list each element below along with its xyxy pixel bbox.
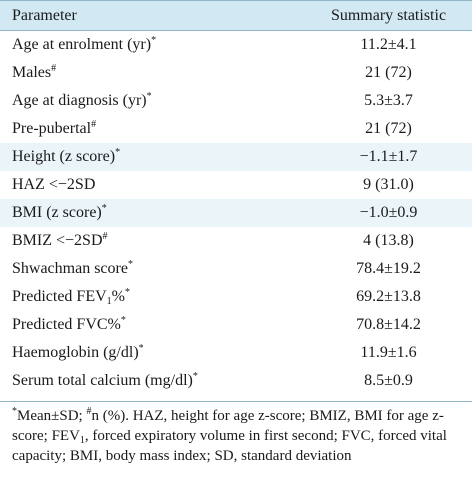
table-row: [0, 59, 472, 87]
row-value: 8.5±0.9: [364, 372, 413, 389]
parameter-subscript: 1: [106, 296, 112, 307]
parameter-label: Males: [12, 64, 52, 81]
parameter-label: HAZ <−2SD: [12, 176, 96, 193]
row-parameter: [0, 372, 305, 390]
row-parameter: [0, 148, 305, 166]
row-parameter: [0, 120, 305, 138]
parameter-marker: #: [102, 231, 108, 242]
row-parameter: [0, 232, 305, 250]
row-parameter: [0, 36, 305, 54]
table-row: [0, 87, 472, 115]
row-parameter: [0, 204, 305, 222]
parameter-marker: *: [124, 287, 130, 298]
parameter-marker: *: [127, 259, 133, 270]
footnote-hash: #: [86, 406, 92, 417]
parameter-label: BMI (z score): [12, 204, 102, 221]
row-value: 9 (31.0): [363, 176, 414, 193]
row-value: 11.2±4.1: [360, 36, 417, 53]
footnote-asterisk: *: [12, 406, 17, 417]
row-parameter: [0, 176, 305, 194]
row-value: 78.4±19.2: [356, 260, 421, 277]
parameter-marker: #: [51, 63, 57, 74]
parameter-label: Haemoglobin (g/dl): [12, 344, 139, 361]
footnote-text-2: n (%). HAZ, height for age z-score; BMIZ, BMI for age z-score; FEV: [12, 408, 444, 444]
row-value: 69.2±13.8: [356, 288, 421, 305]
row-parameter: [0, 260, 305, 278]
row-value: 70.8±14.2: [356, 316, 421, 333]
table-row: [0, 171, 472, 199]
table-row: [0, 339, 472, 367]
parameter-label: Pre-pubertal: [12, 120, 92, 137]
table-row: [0, 283, 472, 311]
header-summary-statistic: Summary statistic: [330, 6, 447, 24]
row-value: −1.0±0.9: [359, 204, 418, 221]
row-parameter: [0, 316, 305, 334]
parameter-label: Height (z score): [12, 148, 116, 165]
row-value: 21 (72): [365, 64, 412, 81]
parameter-marker: *: [120, 315, 126, 326]
parameter-marker: *: [101, 203, 107, 214]
row-parameter: [0, 288, 305, 306]
footnote-text-1: Mean±SD;: [17, 408, 87, 424]
table-row: [0, 31, 472, 59]
table-body: [0, 31, 472, 395]
table-row: [0, 367, 472, 395]
table-row: [0, 199, 472, 227]
parameter-marker: *: [192, 371, 198, 382]
row-parameter: [0, 92, 305, 110]
parameter-label: Serum total calcium (mg/dl): [12, 372, 193, 389]
parameter-label-suffix: %: [111, 288, 125, 305]
parameter-label: Age at enrolment (yr): [12, 36, 152, 53]
parameter-label: Predicted FVC%: [12, 316, 121, 333]
parameter-marker: #: [91, 119, 97, 130]
row-parameter: [0, 64, 305, 82]
table-row: [0, 311, 472, 339]
parameter-label: Predicted FEV: [12, 288, 107, 305]
parameter-marker: *: [138, 343, 144, 354]
footnote-sub-1: 1: [79, 435, 85, 446]
table-row: [0, 255, 472, 283]
parameter-marker: *: [146, 91, 152, 102]
footnote-text-3: , forced expiratory volume in first second; FVC, forced vital capacity; BMI, body mass index; SD, standard deviation: [12, 428, 447, 464]
row-value: 11.9±1.6: [360, 344, 417, 361]
table-header-row: [0, 0, 472, 31]
table-row: [0, 143, 472, 171]
table-row: [0, 227, 472, 255]
row-parameter: [0, 344, 305, 362]
row-value: −1.1±1.7: [359, 148, 418, 165]
parameter-marker: *: [151, 35, 157, 46]
parameter-label: Shwachman score: [12, 260, 128, 277]
table-footnote: [0, 401, 472, 466]
header-parameter: Parameter: [12, 6, 77, 24]
row-value: 21 (72): [365, 120, 412, 137]
parameter-label: BMIZ <−2SD: [12, 232, 103, 249]
table-row: [0, 115, 472, 143]
parameter-label: Age at diagnosis (yr): [12, 92, 147, 109]
row-value: 4 (13.8): [363, 232, 414, 249]
parameter-marker: *: [115, 147, 121, 158]
row-value: 5.3±3.7: [364, 92, 413, 109]
